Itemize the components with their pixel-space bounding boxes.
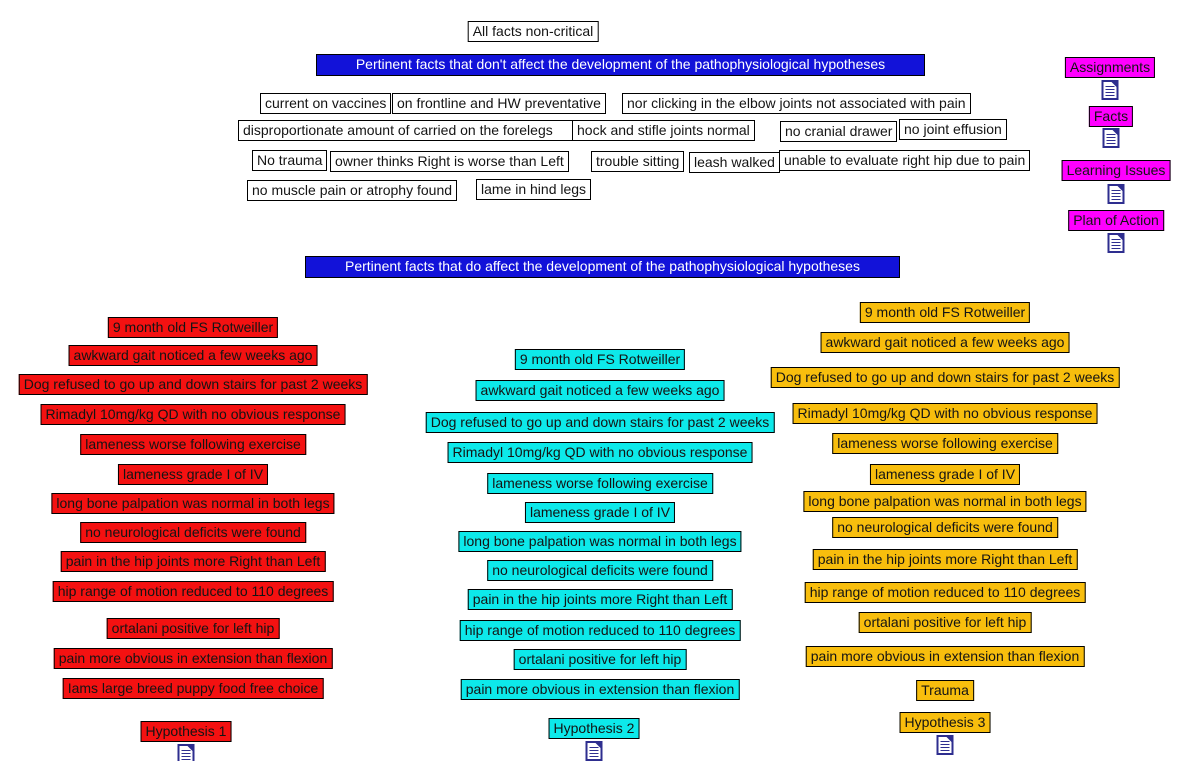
topic-node-assignments[interactable]: Assignments — [1065, 57, 1155, 78]
fact-node[interactable]: long bone palpation was normal in both legs — [458, 531, 741, 552]
fact-node[interactable]: ortalani positive for left hip — [107, 618, 280, 639]
fact-node[interactable]: lameness grade I of IV — [525, 502, 675, 523]
fact-node[interactable]: Rimadyl 10mg/kg QD with no obvious response — [793, 403, 1098, 424]
fact-node[interactable]: trouble sitting — [591, 151, 684, 172]
fact-node[interactable]: hip range of motion reduced to 110 degrees — [805, 582, 1086, 603]
hypothesis-node-2[interactable]: Hypothesis 2 — [549, 718, 640, 739]
document-icon-hypothesis-1[interactable] — [178, 744, 195, 761]
fact-node[interactable]: no cranial drawer — [780, 121, 897, 142]
fact-node[interactable]: disproportionate amount of carried on the forelegs — [238, 120, 694, 141]
fact-node[interactable]: pain in the hip joints more Right than Left — [61, 551, 326, 572]
fact-node[interactable]: long bone palpation was normal in both legs — [51, 493, 334, 514]
hypothesis-node-3[interactable]: Hypothesis 3 — [900, 712, 991, 733]
topic-node-plan-of-action[interactable]: Plan of Action — [1068, 210, 1164, 231]
fact-node[interactable]: Rimadyl 10mg/kg QD with no obvious response — [448, 442, 753, 463]
document-icon-hypothesis-3[interactable] — [937, 735, 954, 755]
fact-node[interactable]: Dog refused to go up and down stairs for past 2 weeks — [19, 374, 368, 395]
fact-node[interactable]: pain in the hip joints more Right than Left — [468, 589, 733, 610]
fact-node[interactable]: Dog refused to go up and down stairs for past 2 weeks — [771, 367, 1120, 388]
fact-node[interactable]: hip range of motion reduced to 110 degrees — [460, 620, 741, 641]
fact-node[interactable]: lameness worse following exercise — [80, 434, 306, 455]
fact-node[interactable]: 9 month old FS Rotweiller — [860, 302, 1030, 323]
topic-node-facts[interactable]: Facts — [1089, 106, 1133, 127]
fact-node[interactable]: lame in hind legs — [476, 179, 591, 200]
document-icon-assignments[interactable] — [1102, 80, 1119, 100]
fact-node[interactable]: Trauma — [916, 680, 974, 701]
document-icon-facts[interactable] — [1103, 128, 1120, 148]
fact-node[interactable]: lameness grade I of IV — [870, 464, 1020, 485]
banner-facts-do-affect[interactable]: Pertinent facts that do affect the development of the pathophysiological hypotheses — [305, 256, 900, 278]
fact-node[interactable]: 9 month old FS Rotweiller — [108, 317, 278, 338]
fact-node[interactable]: no neurological deficits were found — [487, 560, 713, 581]
fact-node[interactable]: lameness grade I of IV — [118, 464, 268, 485]
fact-node[interactable]: awkward gait noticed a few weeks ago — [821, 332, 1070, 353]
banner-facts-dont-affect[interactable]: Pertinent facts that don't affect the development of the pathophysiological hypotheses — [316, 54, 925, 76]
fact-node[interactable]: owner thinks Right is worse than Left — [330, 151, 569, 172]
fact-node[interactable]: nor clicking in the elbow joints not associated with pain — [622, 93, 971, 114]
hypothesis-node-1[interactable]: Hypothesis 1 — [141, 721, 232, 742]
fact-node[interactable]: awkward gait noticed a few weeks ago — [69, 345, 318, 366]
fact-node[interactable]: No trauma — [252, 150, 327, 171]
fact-node[interactable]: 9 month old FS Rotweiller — [515, 349, 685, 370]
fact-node[interactable]: lameness worse following exercise — [487, 473, 713, 494]
fact-node[interactable]: pain in the hip joints more Right than Left — [813, 549, 1078, 570]
fact-node[interactable]: ortalani positive for left hip — [514, 649, 687, 670]
all-facts-noncritical-node[interactable]: All facts non-critical — [468, 21, 599, 42]
fact-node[interactable]: current on vaccines — [260, 93, 391, 114]
fact-node[interactable]: on frontline and HW preventative — [392, 93, 606, 114]
fact-node[interactable]: pain more obvious in extension than flexion — [54, 648, 333, 669]
fact-node[interactable]: awkward gait noticed a few weeks ago — [476, 380, 725, 401]
fact-node[interactable]: pain more obvious in extension than flexion — [806, 646, 1085, 667]
fact-node[interactable]: no muscle pain or atrophy found — [247, 180, 457, 201]
fact-node[interactable]: leash walked — [689, 152, 780, 173]
document-icon-hypothesis-2[interactable] — [586, 741, 603, 761]
document-icon-plan-of-action[interactable] — [1108, 233, 1125, 253]
fact-node[interactable]: Iams large breed puppy food free choice — [63, 678, 324, 699]
fact-node[interactable]: Rimadyl 10mg/kg QD with no obvious response — [41, 404, 346, 425]
topic-node-learning-issues[interactable]: Learning Issues — [1062, 160, 1171, 181]
fact-node[interactable]: hip range of motion reduced to 110 degrees — [53, 581, 334, 602]
fact-node[interactable]: long bone palpation was normal in both legs — [803, 491, 1086, 512]
fact-node[interactable]: Dog refused to go up and down stairs for past 2 weeks — [426, 412, 775, 433]
fact-node[interactable]: lameness worse following exercise — [832, 433, 1058, 454]
fact-node[interactable]: ortalani positive for left hip — [859, 612, 1032, 633]
fact-node[interactable]: no neurological deficits were found — [832, 517, 1058, 538]
fact-node[interactable]: hock and stifle joints normal — [572, 120, 755, 141]
fact-node[interactable]: pain more obvious in extension than flexion — [461, 679, 740, 700]
fact-node[interactable]: unable to evaluate right hip due to pain — [779, 150, 1030, 171]
document-icon-learning-issues[interactable] — [1108, 184, 1125, 204]
fact-node[interactable]: no neurological deficits were found — [80, 522, 306, 543]
fact-node[interactable]: no joint effusion — [899, 119, 1007, 140]
